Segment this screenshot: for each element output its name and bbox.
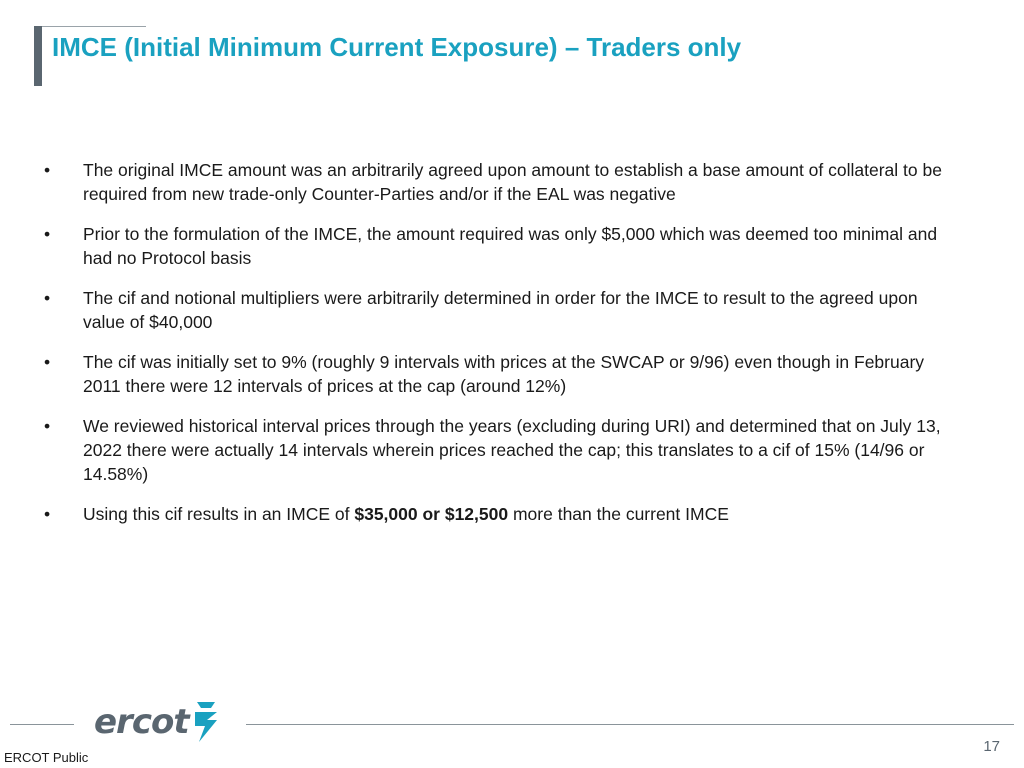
bullet-marker: • bbox=[44, 288, 51, 308]
bullet-marker: • bbox=[44, 160, 51, 180]
bullet-item bbox=[40, 286, 950, 334]
bullet-text-before: Using this cif results in an IMCE of bbox=[83, 504, 355, 524]
bullet-item bbox=[40, 222, 950, 270]
ercot-logo bbox=[94, 696, 234, 748]
bullet-marker: • bbox=[44, 416, 51, 436]
title-accent-rule bbox=[42, 26, 146, 27]
bullet-item bbox=[40, 414, 950, 486]
bullet-marker: • bbox=[44, 504, 51, 524]
bullet-text-after: more than the current IMCE bbox=[508, 504, 729, 524]
logo-wordmark: ercot bbox=[94, 702, 189, 742]
bullet-item bbox=[40, 502, 950, 526]
bullet-item bbox=[40, 158, 950, 206]
footer-rule-left bbox=[10, 724, 74, 725]
bullet-text: The original IMCE amount was an arbitrarily agreed upon amount to establish a base amount of collateral to be required from new trade-only Counter-Parties and/or if the EAL was negative bbox=[83, 160, 942, 204]
page-number: 17 bbox=[983, 738, 1000, 755]
ercot-bolt-icon bbox=[191, 700, 221, 744]
bullet-list bbox=[40, 158, 950, 542]
bullet-text: The cif and notional multipliers were arbitrarily determined in order for the IMCE to result to the agreed upon value of $40,000 bbox=[83, 288, 918, 332]
slide-title: IMCE (Initial Minimum Current Exposure) – Traders only bbox=[52, 32, 742, 62]
bullet-text: The cif was initially set to 9% (roughly 9 intervals with prices at the SWCAP or 9/96) even though in February 2011 there were 12 intervals of prices at the cap (around 12%) bbox=[83, 352, 925, 396]
bullet-marker: • bbox=[44, 352, 51, 372]
bullet-item bbox=[40, 350, 950, 398]
bullet-text: We reviewed historical interval prices through the years (excluding during URI) and determined that on July 13, 2022 there were actually 14 intervals wherein prices reached the cap; this translates to a cif of 15% (14/96 or 14.58%) bbox=[83, 416, 941, 484]
bullet-text-bold: $35,000 or $12,500 bbox=[354, 504, 509, 524]
bullet-marker: • bbox=[44, 224, 51, 244]
bullet-text: Prior to the formulation of the IMCE, the amount required was only $5,000 which was deemed too minimal and had no Protocol basis bbox=[83, 224, 938, 268]
footer-rule-right bbox=[246, 724, 1014, 725]
title-accent-bar bbox=[34, 26, 42, 86]
classification-label: ERCOT Public bbox=[4, 750, 89, 765]
